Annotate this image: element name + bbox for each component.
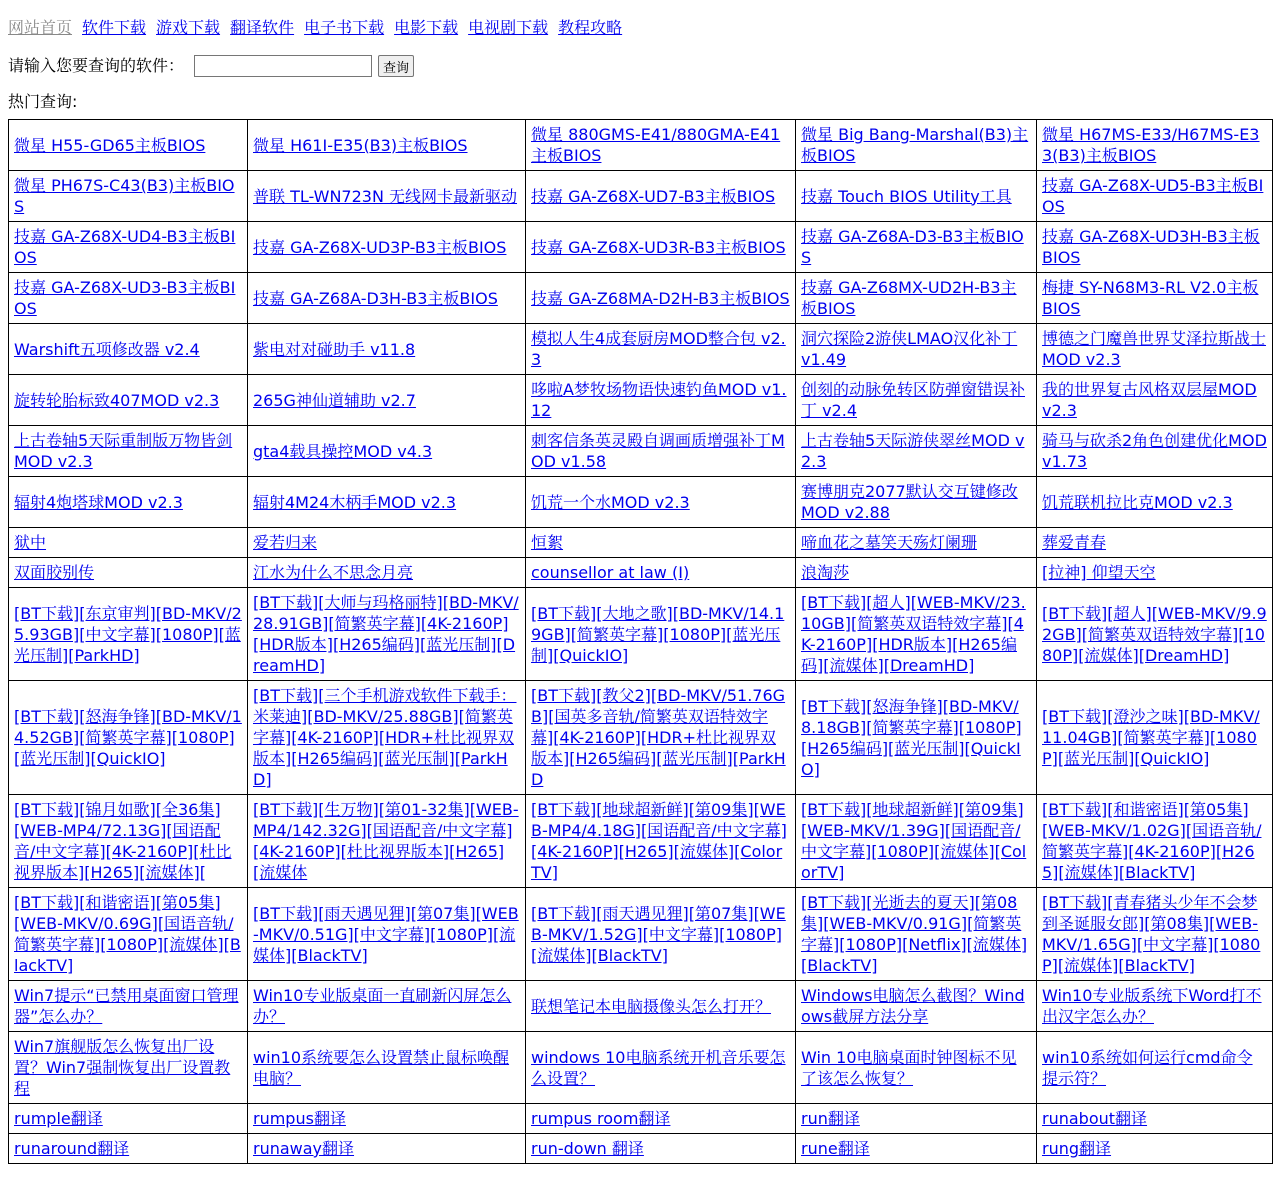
hot-query-link[interactable]: [BT下载][东京审判][BD-MKV/25.93GB][中文字幕][1080P][蓝光压制][ParkHD] — [14, 603, 242, 665]
table-cell — [248, 273, 526, 324]
nav-link[interactable]: 电影下载 — [394, 18, 459, 37]
nav-link[interactable]: 电子书下载 — [304, 18, 385, 37]
hot-query-link[interactable]: Win 10电脑桌面时钟图标不见了该怎么恢复？ — [801, 1047, 1017, 1088]
table-cell — [1037, 981, 1273, 1032]
table-cell — [9, 426, 248, 477]
table-row — [9, 1134, 1273, 1164]
hot-query-link[interactable]: 技嘉 GA-Z68X-UD5-B3主板BIOS — [1042, 176, 1264, 216]
table-cell — [796, 681, 1037, 795]
table-cell — [526, 324, 796, 375]
nav-link[interactable]: 电视剧下载 — [468, 18, 549, 37]
hot-query-link[interactable]: 创刻的动脉免转区防弹窗错误补丁 v2.4 — [801, 380, 1026, 420]
table-row — [9, 1104, 1273, 1134]
search-bar — [8, 54, 1272, 78]
hot-query-link[interactable]: win10系统要怎么设置禁止鼠标唤醒电脑？ — [253, 1047, 510, 1088]
table-cell — [248, 1104, 526, 1134]
hot-query-link[interactable]: 哆啦A梦牧场物语快速钓鱼MOD v1.12 — [531, 380, 787, 420]
table-cell — [796, 477, 1037, 528]
table-row — [9, 120, 1273, 171]
hot-query-link[interactable]: runaround翻译 — [14, 1139, 130, 1158]
table-cell — [248, 981, 526, 1032]
hot-query-link[interactable]: Win7提示“已禁用桌面窗口管理器”怎么办？ — [14, 986, 239, 1026]
table-cell — [1037, 588, 1273, 681]
hot-query-link[interactable]: [BT下载][和谐密语][第05集][WEB-MKV/1.02G][国语音轨/简繁英字幕][4K-2160P][H265][流媒体][BlackTV] — [1042, 800, 1262, 882]
table-row — [9, 1032, 1273, 1104]
hot-query-link[interactable]: [BT下载][大师与玛格丽特][BD-MKV/28.91GB][简繁英字幕][4K-2160P][HDR版本][H265编码][蓝光压制][DreamHD] — [253, 593, 519, 675]
hot-query-link[interactable]: 技嘉 GA-Z68A-D3-B3主板BIOS — [801, 227, 1024, 267]
hot-query-link[interactable]: 爱若归来 — [253, 533, 318, 552]
table-cell — [796, 375, 1037, 426]
hot-query-link[interactable]: 265G神仙道辅助 v2.7 — [253, 390, 416, 410]
table-cell — [9, 222, 248, 273]
table-cell — [526, 1032, 796, 1104]
hot-query-link[interactable]: 我的世界复古风格双层屋MOD v2.3 — [1042, 380, 1257, 420]
hot-query-link[interactable]: 上古卷轴5天际重制版万物皆剑MOD v2.3 — [14, 431, 233, 471]
table-cell — [248, 588, 526, 681]
hot-query-link[interactable]: 技嘉 GA-Z68X-UD3R-B3主板BIOS — [531, 237, 786, 257]
hot-query-link[interactable]: 饥荒一个水MOD v2.3 — [531, 492, 690, 512]
hot-query-link[interactable]: runaway翻译 — [253, 1139, 355, 1158]
table-cell — [1037, 1134, 1273, 1164]
hot-query-link[interactable]: [BT下载][地球超新鲜][第09集][WEB-MKV/1.39G][国语配音/中文字幕][1080P][流媒体][ColorTV] — [801, 800, 1027, 882]
table-cell — [248, 171, 526, 222]
table-row — [9, 681, 1273, 795]
hot-query-link[interactable]: 骑马与砍杀2角色创建优化MOD v1.73 — [1042, 431, 1267, 471]
table-cell — [1037, 477, 1273, 528]
hot-query-link[interactable]: rumpus翻译 — [253, 1109, 346, 1128]
hot-query-link[interactable]: 普联 TL-WN723N 无线网卡最新驱动 — [253, 186, 518, 206]
hot-query-link[interactable]: [BT下载][和谐密语][第05集][WEB-MKV/0.69G][国语音轨/简繁英字幕][1080P][流媒体][BlackTV] — [14, 893, 241, 975]
table-row — [9, 795, 1273, 888]
table-cell — [9, 477, 248, 528]
table-cell — [796, 1134, 1037, 1164]
table-cell — [796, 1032, 1037, 1104]
hot-query-link[interactable]: run翻译 — [801, 1109, 860, 1128]
nav-link[interactable]: 翻译软件 — [230, 18, 295, 37]
table-cell — [796, 171, 1037, 222]
hot-query-link[interactable]: 上古卷轴5天际游侠翠丝MOD v2.3 — [801, 431, 1025, 471]
hot-query-link[interactable]: [BT下载][锦月如歌][全36集][WEB-MP4/72.13G][国语配音/中文字幕][4K-2160P][杜比视界版本][H265][流媒体][ — [14, 800, 232, 882]
table-cell — [796, 324, 1037, 375]
hot-query-link[interactable]: 双面胶别传 — [14, 563, 95, 582]
hot-query-link[interactable]: gta4载具操控MOD v4.3 — [253, 441, 433, 461]
hot-query-link[interactable]: [BT下载][怒海争锋][BD-MKV/8.18GB][简繁英字幕][1080P][H265编码][蓝光压制][QuickIO] — [801, 696, 1022, 779]
table-cell — [526, 1134, 796, 1164]
table-cell — [9, 120, 248, 171]
table-cell — [248, 120, 526, 171]
hot-query-link[interactable]: run-down 翻译 — [531, 1139, 644, 1158]
table-cell — [526, 981, 796, 1032]
table-cell — [1037, 222, 1273, 273]
nav-home-link[interactable]: 网站首页 — [8, 18, 73, 37]
table-row — [9, 477, 1273, 528]
table-cell — [526, 171, 796, 222]
hot-query-link[interactable]: 啼血花之墓笑天殇灯阑珊 — [801, 533, 978, 552]
table-cell — [9, 888, 248, 981]
hot-query-link[interactable]: [BT下载][大地之歌][BD-MKV/14.19GB][简繁英字幕][1080P][蓝光压制][QuickIO] — [531, 603, 785, 665]
table-cell — [526, 528, 796, 558]
table-cell — [796, 888, 1037, 981]
table-cell — [9, 795, 248, 888]
hot-query-link[interactable]: [BT下载][怒海争锋][BD-MKV/14.52GB][简繁英字幕][1080P][蓝光压制][QuickIO] — [14, 707, 242, 768]
table-cell — [9, 273, 248, 324]
table-cell — [526, 558, 796, 588]
hot-query-link[interactable]: 联想笔记本电脑摄像头怎么打开？ — [531, 996, 772, 1016]
nav-link[interactable]: 软件下载 — [82, 18, 147, 37]
table-cell — [526, 1104, 796, 1134]
hot-query-link[interactable]: 饥荒联机拉比克MOD v2.3 — [1042, 492, 1233, 512]
hot-query-link[interactable]: 刺客信条英灵殿自调画质增强补丁MOD v1.58 — [531, 431, 785, 471]
hot-query-link[interactable]: 技嘉 GA-Z68X-UD7-B3主板BIOS — [531, 186, 776, 206]
nav-link[interactable]: 游戏下载 — [156, 18, 221, 37]
hot-query-link[interactable]: 辐射4M24木柄手MOD v2.3 — [253, 492, 457, 512]
hot-query-link[interactable]: 微星 H61I-E35(B3)主板BIOS — [253, 135, 468, 155]
hot-query-link[interactable]: windows 10电脑系统开机音乐要怎么设置？ — [531, 1047, 786, 1088]
table-cell — [796, 120, 1037, 171]
hot-query-link[interactable]: [BT下载][雨天遇见狸][第07集][WEB-MKV/0.51G][中文字幕][1080P][流媒体][BlackTV] — [253, 903, 519, 965]
table-cell — [526, 273, 796, 324]
table-cell — [9, 681, 248, 795]
table-cell — [796, 528, 1037, 558]
table-row — [9, 222, 1273, 273]
table-cell — [248, 888, 526, 981]
table-cell — [796, 1104, 1037, 1134]
table-cell — [9, 588, 248, 681]
table-cell — [248, 324, 526, 375]
nav-link[interactable]: 教程攻略 — [558, 18, 623, 37]
table-cell — [1037, 1104, 1273, 1134]
table-cell — [248, 1134, 526, 1164]
table-cell — [796, 588, 1037, 681]
table-cell — [248, 558, 526, 588]
hot-query-link[interactable]: [BT下载][超人][WEB-MKV/9.92GB][简繁英双语特效字幕][1080P][流媒体][DreamHD] — [1042, 603, 1267, 665]
table-cell — [796, 558, 1037, 588]
table-row — [9, 528, 1273, 558]
hot-query-link[interactable]: 恒絮 — [531, 533, 564, 552]
table-cell — [1037, 375, 1273, 426]
table-cell — [796, 273, 1037, 324]
table-cell — [1037, 528, 1273, 558]
table-cell — [1037, 1032, 1273, 1104]
hot-query-link[interactable]: win10系统如何运行cmd命令提示符？ — [1042, 1047, 1253, 1088]
table-row — [9, 888, 1273, 981]
table-cell — [526, 477, 796, 528]
hot-query-link[interactable]: rung翻译 — [1042, 1139, 1112, 1158]
hot-query-link[interactable]: Win7旗舰版怎么恢复出厂设置？Win7强制恢复出厂设置教程 — [14, 1037, 231, 1098]
hot-query-link[interactable]: runabout翻译 — [1042, 1109, 1148, 1128]
hot-query-link[interactable]: 博德之门魔兽世界艾泽拉斯战士MOD v2.3 — [1042, 329, 1267, 369]
hot-query-link[interactable]: rumple翻译 — [14, 1109, 103, 1128]
hot-query-link[interactable]: Win10专业版桌面一直刷新闪屏怎么办？ — [253, 986, 512, 1026]
hot-query-link[interactable]: counsellor at law (I) — [531, 563, 690, 582]
hot-query-link[interactable]: [BT下载][青春猪头少年不会梦到圣诞服女郎][第08集][WEB-MKV/1.65G][中文字幕][1080P][流媒体][BlackTV] — [1042, 893, 1261, 975]
hot-query-link[interactable]: 梅捷 SY-N68M3-RL V2.0主板BIOS — [1042, 278, 1259, 318]
table-cell — [248, 1032, 526, 1104]
table-row — [9, 981, 1273, 1032]
hot-query-link[interactable]: rune翻译 — [801, 1139, 870, 1158]
table-row — [9, 171, 1273, 222]
hot-query-label: 热门查询: — [8, 92, 78, 111]
top-nav — [8, 18, 1272, 38]
table-cell — [526, 426, 796, 477]
hot-query-link[interactable]: 浪淘莎 — [801, 563, 850, 582]
hot-query-link[interactable]: 技嘉 GA-Z68MX-UD2H-B3主板BIOS — [801, 278, 1017, 318]
hot-query-link[interactable]: 技嘉 GA-Z68X-UD3P-B3主板BIOS — [253, 237, 507, 257]
table-cell — [526, 222, 796, 273]
hot-query-link[interactable]: 辐射4炮塔球MOD v2.3 — [14, 492, 183, 512]
hot-query-link[interactable]: 微星 Big Bang-Marshal(B3)主板BIOS — [801, 125, 1029, 165]
table-cell — [526, 120, 796, 171]
table-cell — [1037, 426, 1273, 477]
table-cell — [248, 528, 526, 558]
hot-query-table — [8, 119, 1273, 1164]
hot-query-link[interactable]: [BT下载][光逝去的夏天][第08集][WEB-MKV/0.91G][简繁英字幕][1080P][Netflix][流媒体][BlackTV] — [801, 893, 1028, 975]
table-row — [9, 588, 1273, 681]
table-cell — [526, 375, 796, 426]
table-cell — [9, 1032, 248, 1104]
hot-query-link[interactable]: [BT下载][地球超新鲜][第09集][WEB-MP4/4.18G][国语配音/中文字幕][4K-2160P][H265][流媒体][ColorTV] — [531, 800, 787, 882]
search-button[interactable]: 查询 — [378, 55, 414, 77]
hot-query-link[interactable]: 技嘉 GA-Z68X-UD3-B3主板BIOS — [14, 278, 236, 318]
table-cell — [1037, 171, 1273, 222]
hot-query-link[interactable]: 模拟人生4成套厨房MOD整合包 v2.3 — [531, 329, 786, 369]
hot-query-link[interactable]: [BT下载][教父2][BD-MKV/51.76GB][国英多音轨/简繁英双语特效字幕][4K-2160P][HDR+杜比视界双版本][H265编码][蓝光压制][ParkHD — [531, 686, 786, 789]
hot-query-link[interactable]: [拉神] 仰望天空 — [1042, 563, 1156, 582]
hot-query-link[interactable]: Windows电脑怎么截图？Windows截屏方法分享 — [801, 986, 1025, 1026]
table-cell — [9, 1134, 248, 1164]
hot-query-link[interactable]: 葬爱青春 — [1042, 533, 1107, 552]
table-cell — [526, 888, 796, 981]
table-cell — [1037, 324, 1273, 375]
table-cell — [1037, 558, 1273, 588]
table-cell — [248, 426, 526, 477]
table-row — [9, 273, 1273, 324]
search-label: 请输入您要查询的软件： — [8, 56, 185, 75]
table-row — [9, 324, 1273, 375]
table-cell — [9, 981, 248, 1032]
search-input[interactable] — [194, 55, 372, 77]
table-cell — [248, 222, 526, 273]
table-cell — [9, 558, 248, 588]
table-cell — [1037, 273, 1273, 324]
hot-query-link[interactable]: rumpus room翻译 — [531, 1109, 671, 1128]
hot-query-link[interactable]: 赛博朋克2077默认交互键修改MOD v2.88 — [801, 482, 1018, 522]
table-cell — [1037, 795, 1273, 888]
table-cell — [526, 795, 796, 888]
hot-query-link[interactable]: [BT下载][生万物][第01-32集][WEB-MP4/142.32G][国语配音/中文字幕][4K-2160P][杜比视界版本][H265][流媒体 — [253, 800, 519, 882]
hot-query-link[interactable]: 旋转轮胎标致407MOD v2.3 — [14, 390, 220, 410]
hot-query-link[interactable]: 微星 H67MS-E33/H67MS-E33(B3)主板BIOS — [1042, 125, 1260, 165]
table-cell — [9, 375, 248, 426]
table-cell — [796, 222, 1037, 273]
table-row — [9, 426, 1273, 477]
hot-query-link[interactable]: 技嘉 Touch BIOS Utility工具 — [801, 186, 1012, 206]
hot-query-link[interactable]: [BT下载][雨天遇见狸][第07集][WEB-MKV/1.52G][中文字幕][1080P][流媒体][BlackTV] — [531, 903, 786, 965]
table-cell — [1037, 681, 1273, 795]
hot-query-link[interactable]: 狱中 — [14, 533, 47, 552]
hot-query-link[interactable]: 洞穴探险2游侠LMAO汉化补丁 v1.49 — [801, 329, 1018, 369]
hot-query-link[interactable]: 微星 PH67S-C43(B3)主板BIOS — [14, 176, 235, 216]
hot-query-link[interactable]: 技嘉 GA-Z68X-UD3H-B3主板BIOS — [1042, 227, 1260, 267]
table-cell — [9, 528, 248, 558]
table-row — [9, 558, 1273, 588]
hot-query-link[interactable]: [BT下载][三个手机游戏软件下载手：米莱迪][BD-MKV/25.88GB][简繁英字幕][4K-2160P][HDR+杜比视界双版本][H265编码][蓝光压制][ParkHD] — [253, 686, 517, 789]
hot-query-link[interactable]: 紫电对对碰助手 v11.8 — [253, 339, 416, 359]
hot-query-link[interactable]: [BT下载][澄沙之味][BD-MKV/11.04GB][简繁英字幕][1080P][蓝光压制][QuickIO] — [1042, 707, 1260, 768]
table-cell — [248, 681, 526, 795]
table-cell — [248, 375, 526, 426]
table-cell — [796, 795, 1037, 888]
hot-query-link[interactable]: 微星 H55-GD65主板BIOS — [14, 135, 206, 155]
table-cell — [526, 588, 796, 681]
hot-query-link[interactable]: Win10专业版系统下Word打不出汉字怎么办？ — [1042, 986, 1262, 1026]
hot-query-link[interactable]: 技嘉 GA-Z68MA-D2H-B3主板BIOS — [531, 288, 790, 308]
table-cell — [796, 426, 1037, 477]
table-row — [9, 375, 1273, 426]
table-cell — [1037, 120, 1273, 171]
table-cell — [1037, 888, 1273, 981]
hot-query-link[interactable]: Warshift五项修改器 v2.4 — [14, 339, 200, 359]
table-cell — [248, 795, 526, 888]
hot-query-link[interactable]: [BT下载][超人][WEB-MKV/23.10GB][简繁英双语特效字幕][4K-2160P][HDR版本][H265编码][流媒体][DreamHD] — [801, 593, 1026, 675]
table-cell — [248, 477, 526, 528]
table-cell — [9, 1104, 248, 1134]
table-cell — [526, 681, 796, 795]
hot-query-link[interactable]: 技嘉 GA-Z68X-UD4-B3主板BIOS — [14, 227, 236, 267]
hot-query-link[interactable]: 江水为什么不思念月亮 — [253, 563, 414, 582]
table-cell — [9, 324, 248, 375]
table-cell — [9, 171, 248, 222]
hot-query-link[interactable]: 技嘉 GA-Z68A-D3H-B3主板BIOS — [253, 288, 498, 308]
hot-query-link[interactable]: 微星 880GMS-E41/880GMA-E41主板BIOS — [531, 125, 781, 165]
table-cell — [796, 981, 1037, 1032]
